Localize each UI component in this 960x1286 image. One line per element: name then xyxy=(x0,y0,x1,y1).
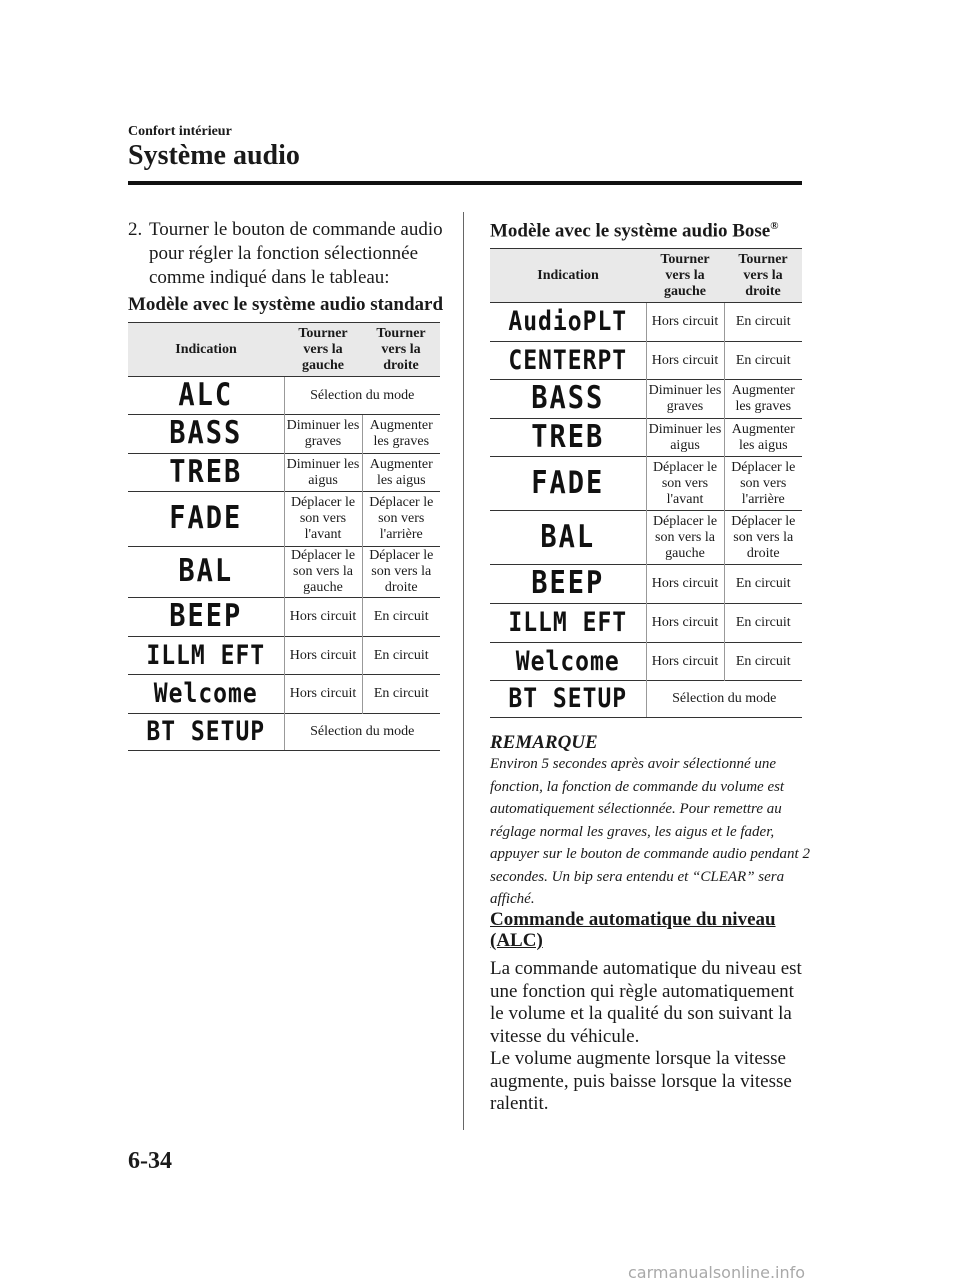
right-cell: Augmenter les aigus xyxy=(362,454,440,492)
right-cell: En circuit xyxy=(724,303,802,342)
merged-cell: Sélection du mode xyxy=(284,377,440,415)
step-2 xyxy=(128,218,458,290)
lcd-display-text: TREB xyxy=(531,419,605,455)
lcd-display-text: BAL xyxy=(178,553,234,590)
standard-table xyxy=(128,322,440,751)
right-cell: Déplacer le son vers l'arrière xyxy=(724,457,802,511)
right-cell: Déplacer le son vers la droite xyxy=(724,511,802,565)
step-number: 2. xyxy=(128,219,143,240)
table-row xyxy=(490,604,802,643)
lcd-display-text: Welcome xyxy=(153,679,258,709)
table-row xyxy=(490,681,802,718)
left-cell: Déplacer le son vers la gauche xyxy=(646,511,724,565)
lcd-indication xyxy=(128,377,284,415)
page-title: Système audio xyxy=(128,140,300,171)
table-row xyxy=(128,675,440,714)
left-cell: Hors circuit xyxy=(646,565,724,604)
lcd-display-text: FADE xyxy=(169,500,243,537)
lcd-display-text: CENTERPT xyxy=(508,345,628,376)
table-row xyxy=(490,419,802,457)
table-row xyxy=(128,637,440,675)
lcd-indication xyxy=(490,681,646,718)
step-text: Tourner le bouton de commande audio pour régler la fonction sélectionnée comme indiqué dans le tableau: xyxy=(149,219,443,288)
right-cell: En circuit xyxy=(724,342,802,380)
left-cell: Hors circuit xyxy=(646,342,724,380)
table-row xyxy=(128,492,440,547)
title-rule xyxy=(128,181,802,185)
note-title: REMARQUE xyxy=(490,732,598,753)
left-cell: Diminuer les aigus xyxy=(646,419,724,457)
alc-paragraph-2: Le volume augmente lorsque la vitesse augmente, puis baisse lorsque la vitesse ralentit. xyxy=(490,1048,792,1114)
page-number: 6-34 xyxy=(128,1148,172,1174)
right-cell: En circuit xyxy=(362,675,440,714)
lcd-display-text: BAL xyxy=(540,519,596,555)
lcd-indication xyxy=(490,419,646,457)
right-cell: Augmenter les graves xyxy=(724,380,802,419)
right-cell: Augmenter les graves xyxy=(362,415,440,454)
lcd-indication xyxy=(490,604,646,643)
right-cell: En circuit xyxy=(362,598,440,637)
table-row xyxy=(490,643,802,681)
lcd-indication xyxy=(490,457,646,511)
lcd-indication xyxy=(128,675,284,714)
lcd-display-text: FADE xyxy=(531,465,605,501)
lcd-indication xyxy=(490,511,646,565)
lcd-display-text: AudioPLT xyxy=(508,307,628,337)
left-cell: Déplacer le son vers l'avant xyxy=(284,492,362,547)
lcd-display-text: ILLM EFT xyxy=(508,608,628,638)
col-header-left: Tourner vers la gauche xyxy=(646,249,724,303)
table-row xyxy=(128,454,440,492)
left-cell: Diminuer les aigus xyxy=(284,454,362,492)
lcd-indication xyxy=(490,380,646,419)
standard-heading: Modèle avec le système audio standard xyxy=(128,294,444,315)
table-row xyxy=(490,342,802,380)
table-row xyxy=(490,511,802,565)
lcd-display-text: TREB xyxy=(169,454,243,490)
merged-cell: Sélection du mode xyxy=(646,681,802,718)
left-cell: Hors circuit xyxy=(646,604,724,643)
lcd-indication xyxy=(490,342,646,380)
left-cell: Hors circuit xyxy=(284,675,362,714)
section-label: Confort intérieur xyxy=(128,124,232,139)
lcd-display-text: ALC xyxy=(178,377,234,413)
table-row xyxy=(490,565,802,604)
table-row xyxy=(490,303,802,342)
alc-heading: Commande automatique du niveau (ALC) xyxy=(490,909,776,951)
left-cell: Déplacer le son vers l'avant xyxy=(646,457,724,511)
right-cell: En circuit xyxy=(362,637,440,675)
lcd-display-text: BASS xyxy=(531,380,605,417)
lcd-display-text: ILLM EFT xyxy=(146,640,266,671)
left-cell: Diminuer les graves xyxy=(646,380,724,419)
left-cell: Déplacer le son vers la gauche xyxy=(284,547,362,598)
lcd-indication xyxy=(128,492,284,547)
right-cell: En circuit xyxy=(724,565,802,604)
lcd-indication xyxy=(490,565,646,604)
col-header-indication: Indication xyxy=(490,249,646,303)
left-cell: Diminuer les graves xyxy=(284,415,362,454)
lcd-indication xyxy=(128,547,284,598)
left-cell: Hors circuit xyxy=(284,598,362,637)
right-cell: En circuit xyxy=(724,643,802,681)
table-row xyxy=(490,380,802,419)
lcd-indication xyxy=(490,303,646,342)
bose-heading xyxy=(490,220,778,242)
lcd-indication xyxy=(490,643,646,681)
table-row xyxy=(128,377,440,415)
lcd-display-text: BEEP xyxy=(531,565,605,602)
lcd-indication xyxy=(128,415,284,454)
col-header-left: Tourner vers la gauche xyxy=(284,323,362,377)
right-cell: Déplacer le son vers la droite xyxy=(362,547,440,598)
table-row xyxy=(128,415,440,454)
lcd-display-text: BT SETUP xyxy=(146,717,266,747)
left-cell: Hors circuit xyxy=(284,637,362,675)
lcd-display-text: BEEP xyxy=(169,598,243,635)
left-cell: Hors circuit xyxy=(646,303,724,342)
col-header-indication: Indication xyxy=(128,323,284,377)
right-cell: Augmenter les aigus xyxy=(724,419,802,457)
table-row xyxy=(128,714,440,751)
table-row xyxy=(128,598,440,637)
lcd-display-text: BASS xyxy=(169,415,243,452)
column-divider xyxy=(463,212,464,1130)
alc-body xyxy=(490,958,810,1116)
registered-mark: ® xyxy=(770,220,779,232)
lcd-indication xyxy=(128,637,284,675)
col-header-right: Tourner vers la droite xyxy=(362,323,440,377)
table-row xyxy=(490,457,802,511)
col-header-right: Tourner vers la droite xyxy=(724,249,802,303)
merged-cell: Sélection du mode xyxy=(284,714,440,751)
watermark: carmanualsonline.info xyxy=(628,1263,806,1282)
lcd-indication xyxy=(128,598,284,637)
left-cell: Hors circuit xyxy=(646,643,724,681)
lcd-indication xyxy=(128,714,284,751)
lcd-indication xyxy=(128,454,284,492)
right-cell: Déplacer le son vers l'arrière xyxy=(362,492,440,547)
note-text: Environ 5 secondes après avoir sélectionné une fonction, la fonction de commande du volume est automatiquement sélectionnée. Pour remettre au réglage normal les graves, les aigus et le fader, appuyer sur le bouton de commande audio pendant 2 secondes. Un bip sera entendu et “CLEAR” sera affiché. xyxy=(490,756,810,907)
lcd-display-text: Welcome xyxy=(515,646,620,677)
alc-paragraph-1: La commande automatique du niveau est une fonction qui règle automatiquement le volume et la qualité du son suivant la vitesse du véhicule. xyxy=(490,958,802,1047)
bose-heading-text: Modèle avec le système audio Bose xyxy=(490,220,771,242)
right-cell: En circuit xyxy=(724,604,802,643)
lcd-display-text: BT SETUP xyxy=(508,684,628,714)
table-row xyxy=(128,547,440,598)
bose-table xyxy=(490,248,802,718)
